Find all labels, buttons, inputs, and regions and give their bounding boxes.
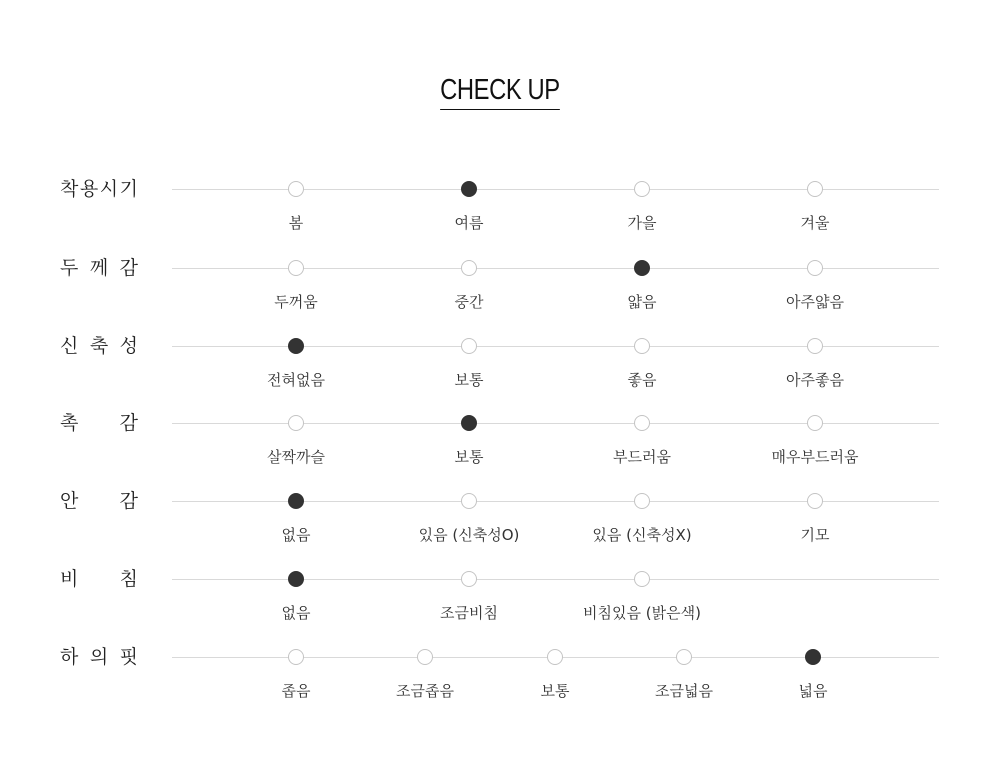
option-radio[interactable] bbox=[634, 571, 650, 587]
option-label: 넓음 bbox=[798, 682, 828, 700]
option-radio-selected[interactable] bbox=[805, 649, 821, 665]
option-label: 전혀없음 bbox=[267, 371, 325, 389]
row-label bbox=[60, 334, 138, 358]
option-label: 아주얇음 bbox=[786, 293, 844, 311]
option-radio[interactable] bbox=[288, 415, 304, 431]
option-label: 매우부드러움 bbox=[771, 448, 859, 466]
row-label-char: 께 bbox=[89, 257, 109, 279]
option-radio[interactable] bbox=[634, 338, 650, 354]
row-label bbox=[60, 567, 138, 591]
row-label-char: 신 bbox=[60, 335, 79, 357]
option-label: 조금비침 bbox=[440, 604, 498, 622]
option-label: 있음 (신축성O) bbox=[418, 526, 520, 544]
option-label: 보통 bbox=[454, 371, 484, 389]
option-label: 부드러움 bbox=[613, 448, 671, 466]
option-label: 보통 bbox=[540, 682, 570, 700]
checkup-title: CHECK UP bbox=[440, 72, 560, 110]
row-label bbox=[60, 489, 138, 513]
option-radio-selected[interactable] bbox=[461, 181, 477, 197]
option-label: 조금넓음 bbox=[655, 682, 713, 700]
row-label-char: 두 bbox=[60, 257, 79, 279]
option-label: 없음 bbox=[281, 604, 311, 622]
option-radio[interactable] bbox=[288, 649, 304, 665]
row-label bbox=[60, 411, 138, 435]
option-label: 보통 bbox=[454, 448, 484, 466]
option-radio[interactable] bbox=[461, 338, 477, 354]
option-label: 있음 (신축성X) bbox=[592, 526, 692, 544]
row-label-char: 감 bbox=[119, 412, 138, 434]
option-label: 중간 bbox=[454, 293, 484, 311]
checkup-header bbox=[0, 72, 1000, 110]
option-radio-selected[interactable] bbox=[634, 260, 650, 276]
checkup-row bbox=[0, 646, 1000, 717]
checkup-row bbox=[0, 178, 1000, 249]
row-label-char: 핏 bbox=[119, 646, 138, 668]
option-radio[interactable] bbox=[807, 181, 823, 197]
row-label-char: 의 bbox=[89, 646, 109, 668]
row-label-char: 시 bbox=[99, 178, 119, 200]
row-label bbox=[60, 256, 138, 280]
option-label: 가을 bbox=[627, 214, 657, 232]
option-radio[interactable] bbox=[461, 493, 477, 509]
option-label: 얇음 bbox=[627, 293, 657, 311]
option-radio[interactable] bbox=[634, 493, 650, 509]
option-radio[interactable] bbox=[417, 649, 433, 665]
option-label: 여름 bbox=[454, 214, 484, 232]
option-radio[interactable] bbox=[288, 181, 304, 197]
checkup-row bbox=[0, 335, 1000, 406]
option-label: 좁음 bbox=[281, 682, 311, 700]
row-label-char: 착 bbox=[60, 178, 79, 200]
option-radio[interactable] bbox=[807, 260, 823, 276]
option-label: 조금좁음 bbox=[396, 682, 454, 700]
option-radio[interactable] bbox=[676, 649, 692, 665]
option-radio[interactable] bbox=[634, 181, 650, 197]
row-label-char: 침 bbox=[119, 568, 138, 590]
row-label-char: 성 bbox=[119, 335, 138, 357]
row-label-char: 축 bbox=[89, 335, 109, 357]
option-radio[interactable] bbox=[547, 649, 563, 665]
checkup-row bbox=[0, 490, 1000, 561]
option-radio[interactable] bbox=[461, 571, 477, 587]
row-label bbox=[60, 645, 138, 669]
row-label-char: 비 bbox=[60, 568, 79, 590]
option-label: 겨울 bbox=[800, 214, 830, 232]
row-label-char: 용 bbox=[79, 178, 99, 200]
option-radio[interactable] bbox=[288, 260, 304, 276]
option-label: 없음 bbox=[281, 526, 311, 544]
row-label-char: 기 bbox=[119, 178, 138, 200]
option-radio[interactable] bbox=[807, 338, 823, 354]
option-label: 비침있음 (밝은색) bbox=[583, 604, 701, 622]
checkup-row bbox=[0, 412, 1000, 483]
option-radio-selected[interactable] bbox=[288, 493, 304, 509]
checkup-row bbox=[0, 257, 1000, 328]
option-radio[interactable] bbox=[461, 260, 477, 276]
option-label: 아주좋음 bbox=[786, 371, 844, 389]
option-label: 봄 bbox=[288, 214, 304, 232]
row-label-char: 하 bbox=[60, 646, 79, 668]
row-label-char: 감 bbox=[119, 490, 138, 512]
row-label-char: 안 bbox=[60, 490, 79, 512]
option-label: 기모 bbox=[800, 526, 830, 544]
option-radio[interactable] bbox=[634, 415, 650, 431]
option-label: 좋음 bbox=[627, 371, 657, 389]
row-label-char: 촉 bbox=[60, 412, 79, 434]
row-label bbox=[60, 177, 138, 201]
option-label: 살짝까슬 bbox=[267, 448, 325, 466]
option-radio[interactable] bbox=[807, 493, 823, 509]
option-label: 두꺼움 bbox=[274, 293, 318, 311]
option-radio-selected[interactable] bbox=[288, 338, 304, 354]
row-label-char: 감 bbox=[119, 257, 138, 279]
option-radio-selected[interactable] bbox=[288, 571, 304, 587]
option-radio-selected[interactable] bbox=[461, 415, 477, 431]
option-radio[interactable] bbox=[807, 415, 823, 431]
checkup-row bbox=[0, 568, 1000, 639]
